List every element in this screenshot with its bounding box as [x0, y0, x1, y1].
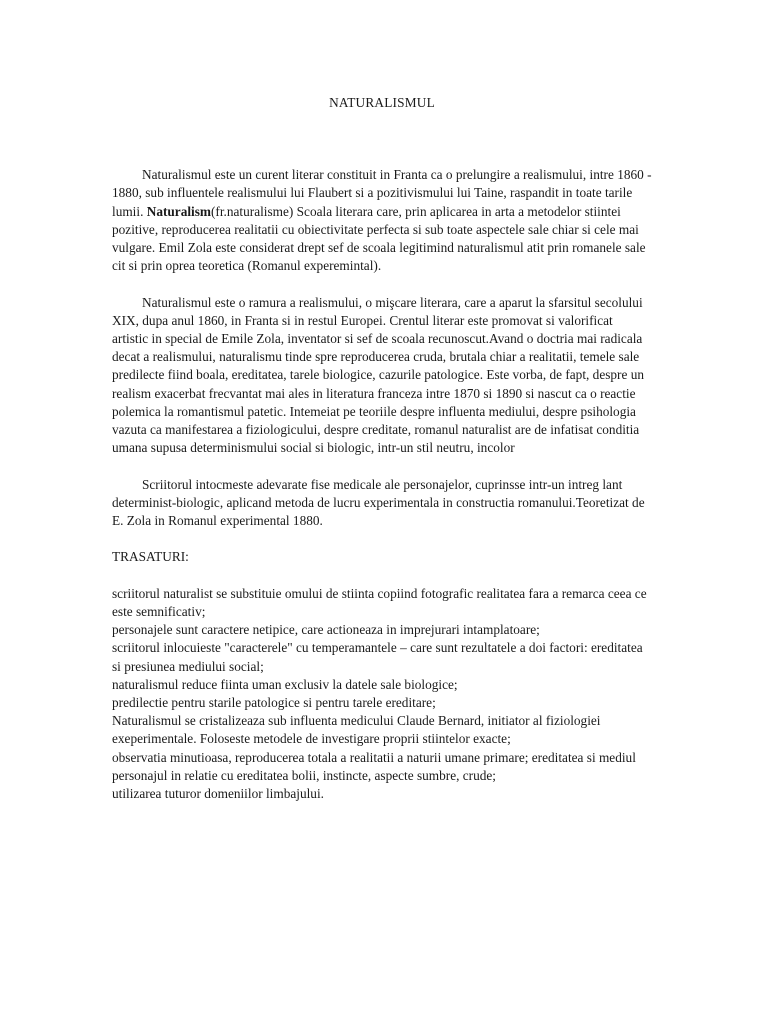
list-item: Naturalismul se cristalizeaza sub influenta medicului Claude Bernard, initiator al fiziologiei exeperimentale. Foloseste metodele de investigare proprii stiintelor exacte;: [112, 713, 601, 747]
naturalism-bold-term: Naturalism: [146, 203, 211, 219]
paragraph-intro-text-1: Naturalismul este un curent literar constituit in Franta ca o prelungire a realismului, intre 1860 - 1880, sub influentele realismului lui Flaubert si a pozitivismului lui Taine, raspandit in toate tarile lumii.: [112, 167, 652, 219]
list-item: scriitorul naturalist se substituie omului de stiinta copiind fotografic realitatea fara a remarca ceea ce este semnificativ;: [112, 585, 647, 620]
paragraph-intro: [112, 166, 652, 275]
traits-list: [112, 585, 652, 803]
list-item: utilizarea tuturor domeniilor limbajului.: [112, 786, 324, 802]
list-item: observatia minutioasa, reproducerea totala a realitatii a naturii umane primare; ereditatea si mediul personajul in relatie cu ereditatea bolii, instincte, aspecte sumbre, crude;: [112, 749, 636, 783]
paragraph-intro-text-2: (fr.naturalisme) Scoala literara care, prin aplicarea in arta a metodelor stiintei pozitive, reproducerea realitatii cu obiectivitate perfecta si sub toate aspectele sale chiar si cele mai vulgare. Emil Zola este considerat drept sef de scoala legitimind naturalismul atit prin romanele sale cit si prin oprea teoretica (Romanul experemintal).: [112, 203, 646, 274]
list-item: predilectie pentru starile patologice si pentru tarele ereditare;: [112, 695, 436, 711]
list-item: naturalismul reduce fiinta uman exclusiv la datele sale biologice;: [112, 676, 458, 692]
paragraph-history: Naturalismul este o ramura a realismului, o mişcare literara, care a aparut la sfarsitul secolului XIX, dupa anul 1860, in Franta si in restul Europei. Crentul literar este promovat si valorificat artistic in special de Emile Zola, inventator si sef de scoala recunoscut.Avand o doctria mai radicala decat a realismului, naturalismu tinde spre reproducerea cruda, brutala chiar a realitatii, temele sale predilecte fiind boala, ereditatea, tarele biologice, cazurile patologice. Este vorba, de fapt, despre un realism exacerbat frecvantat mai ales in literatura franceza intre 1870 si 1890 si nascut ca o reactie polemica la romantismul patetic. Intemeiat pe teoriile despre influenta mediului, despre psihologia vazuta ca manifestarea a fiziologicului, despre creditate, romanul naturalist are de infatisat conditia umana supusa determinismului social si biologic, intr-un stil neutru, incolor: [112, 294, 644, 456]
document-title: NATURALISMUL: [329, 95, 435, 110]
section-heading-traits: TRASATURI:: [112, 549, 189, 565]
list-item: scriitorul inlocuieste "caracterele" cu temperamantele – care sunt rezultatele a doi factori: ereditatea si presiunea mediului social;: [112, 640, 643, 674]
list-item: personajele sunt caractere netipice, care actioneaza in imprejurari intamplatoare;: [112, 622, 540, 638]
paragraph-writer: Scriitorul intocmeste adevarate fise medicale ale personajelor, cuprinsse intr-un intreg lant determinist-biologic, aplicand metoda de lucru experimentala in constructia romanului.Teoretizat de E. Zola in Romanul experimental 1880.: [112, 476, 645, 529]
document-page: [112, 94, 652, 803]
